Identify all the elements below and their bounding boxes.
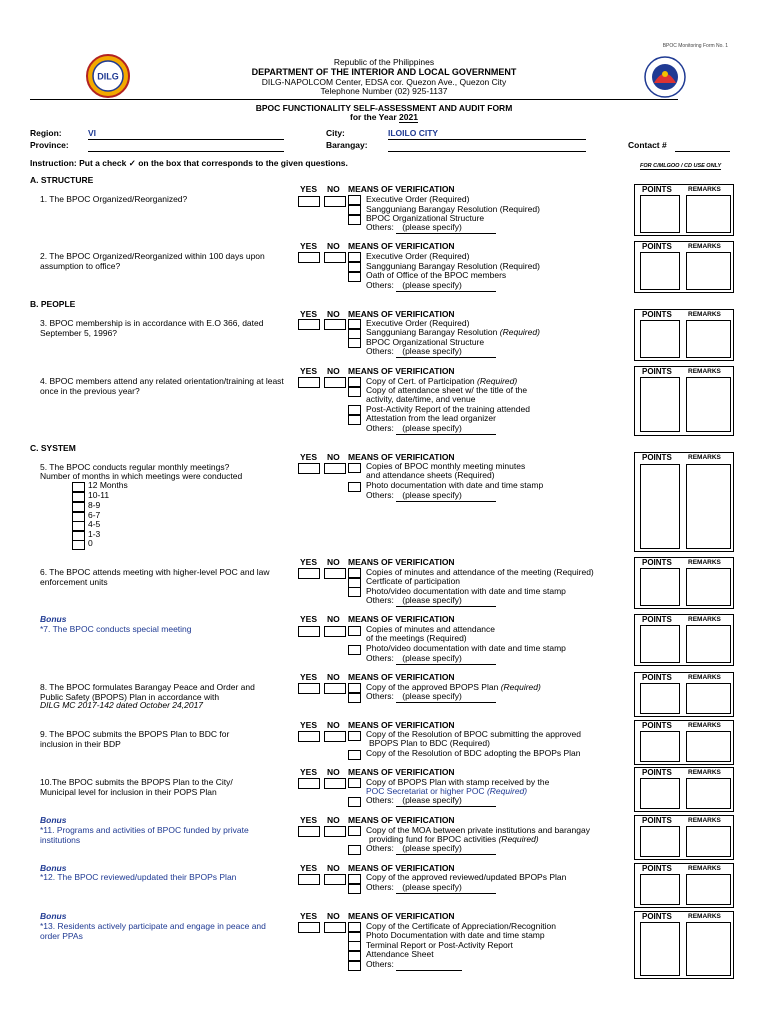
year-prefix: for the Year	[350, 112, 397, 122]
points-label: POINTS	[642, 453, 672, 462]
mov-header: MEANS OF VERIFICATION	[348, 614, 455, 624]
question-9: 9. The BPOC submits the BPOPS Plan to BDC for inclusion in their BDP	[40, 729, 230, 749]
province-field[interactable]	[88, 141, 284, 152]
yes-header: YES	[300, 309, 318, 319]
mov-item: Oath of Office of the BPOC members	[366, 270, 507, 280]
points-input[interactable]	[640, 377, 680, 432]
points-label: POINTS	[642, 673, 672, 682]
mov-checkbox[interactable]	[348, 874, 361, 884]
no-header: NO	[327, 911, 340, 921]
mov-item: Sangguniang Barangay Resolution	[366, 327, 498, 337]
mov-item: Sangguniang Barangay Resolution (Required)	[366, 261, 540, 271]
points-label: POINTS	[642, 367, 672, 376]
no-header: NO	[327, 309, 340, 319]
question-8-reference: DILG MC 2017-142 dated October 24,2017	[40, 700, 204, 710]
others-line	[366, 883, 496, 894]
yes-checkbox[interactable]	[298, 626, 320, 637]
others-specify-field[interactable]: (please specify)	[396, 883, 496, 894]
points-input[interactable]	[640, 320, 680, 358]
no-checkbox[interactable]	[324, 826, 346, 837]
region-field[interactable]: VI	[88, 129, 284, 140]
mov-item: Copy of the Resolution of BDC adopting the BPOPs Plan	[366, 748, 581, 758]
points-label: POINTS	[642, 816, 672, 825]
mov-checkbox[interactable]	[348, 683, 361, 693]
mov-checkbox[interactable]	[348, 568, 361, 578]
mov-checkbox[interactable]	[348, 482, 361, 492]
no-header: NO	[327, 672, 340, 682]
mov-item: Photo documentation with date and time stamp	[366, 480, 544, 490]
points-input[interactable]	[640, 778, 680, 809]
remarks-label: REMARKS	[688, 454, 721, 461]
no-header: NO	[327, 452, 340, 462]
instruction: Instruction: Put a check ✓ on the box that corresponds to the given questions.	[30, 158, 348, 168]
others-line	[366, 654, 496, 665]
question-3: 3. BPOC membership is in accordance with E.O 366, dated September 5, 1996?	[40, 318, 264, 338]
others-specify-field[interactable]: (please specify)	[396, 596, 496, 607]
mov-item: Executive Order (Required)	[366, 318, 470, 328]
others-line	[366, 491, 496, 502]
mov-checkbox[interactable]	[348, 626, 361, 636]
question-5: 5. The BPOC conducts regular monthly meetings?	[40, 462, 230, 472]
mov-item: Copy of the approved BPOPS Plan	[366, 682, 499, 692]
remarks-label: REMARKS	[688, 913, 721, 920]
remarks-label: REMARKS	[688, 865, 721, 872]
no-checkbox[interactable]	[324, 377, 346, 388]
yes-header: YES	[300, 672, 318, 682]
no-checkbox[interactable]	[324, 196, 346, 207]
others-line	[366, 692, 496, 703]
others-specify-field[interactable]: (please specify)	[396, 347, 496, 358]
yes-checkbox[interactable]	[298, 731, 320, 742]
mov-checkbox[interactable]	[348, 797, 361, 807]
no-checkbox[interactable]	[324, 626, 346, 637]
bonus-label: Bonus	[40, 911, 67, 921]
points-label: POINTS	[642, 185, 672, 194]
others-label: Others:	[366, 795, 394, 805]
months-option: 12 Months	[88, 480, 128, 490]
remarks-label: REMARKS	[688, 616, 721, 623]
others-specify-field[interactable]	[396, 960, 462, 971]
mov-item: POC Secretariat or higher POC	[366, 786, 485, 796]
department-name: DEPARTMENT OF THE INTERIOR AND LOCAL GOVERNMENT	[251, 67, 517, 77]
remarks-label: REMARKS	[688, 722, 721, 729]
mov-header: MEANS OF VERIFICATION	[348, 184, 455, 194]
mov-checkbox[interactable]	[348, 922, 361, 932]
yes-checkbox[interactable]	[298, 463, 320, 474]
no-checkbox[interactable]	[324, 874, 346, 885]
no-header: NO	[327, 614, 340, 624]
mov-item: Copy of the MOA between private institutions and barangay	[366, 825, 590, 835]
others-label: Others:	[366, 490, 394, 500]
others-label: Others:	[366, 346, 394, 356]
yes-header: YES	[300, 815, 318, 825]
others-label: Others:	[366, 423, 394, 433]
others-line	[366, 223, 496, 234]
mov-item: of the meetings (Required)	[366, 633, 467, 643]
others-label: Others:	[366, 595, 394, 605]
points-input[interactable]	[640, 874, 680, 905]
city-field[interactable]: ILOILO CITY	[388, 129, 586, 140]
months-checkbox[interactable]	[72, 492, 85, 502]
region-label: Region:	[30, 128, 62, 138]
no-header: NO	[327, 557, 340, 567]
contact-field[interactable]	[675, 141, 730, 152]
others-specify-field[interactable]: (please specify)	[396, 281, 496, 292]
points-label: POINTS	[642, 310, 672, 319]
months-option: 6-7	[88, 510, 101, 520]
months-option: 1-3	[88, 529, 101, 539]
section-system: C. SYSTEM	[30, 443, 76, 453]
republic-line: Republic of the Philippines	[333, 57, 435, 67]
points-input[interactable]	[640, 464, 680, 549]
yes-checkbox[interactable]	[298, 874, 320, 885]
others-specify-field[interactable]: (please specify)	[396, 223, 496, 234]
remarks-input[interactable]	[686, 625, 731, 663]
mov-checkbox[interactable]	[348, 778, 361, 788]
mov-header: MEANS OF VERIFICATION	[348, 309, 455, 319]
mov-checkbox[interactable]	[348, 252, 361, 262]
others-label: Others:	[366, 882, 394, 892]
remarks-label: REMARKS	[688, 769, 721, 776]
bonus-label: Bonus	[40, 863, 67, 873]
remarks-label: REMARKS	[688, 674, 721, 681]
yes-checkbox[interactable]	[298, 826, 320, 837]
mov-header: MEANS OF VERIFICATION	[348, 863, 455, 873]
mov-item: Copies of BPOC monthly meeting minutes	[366, 461, 526, 471]
question-7: *7. The BPOC conducts special meeting	[40, 624, 192, 634]
remarks-input[interactable]	[686, 464, 731, 549]
form-year-line	[0, 113, 768, 123]
mov-checkbox[interactable]	[348, 405, 361, 415]
yes-header: YES	[300, 614, 318, 624]
mov-header: MEANS OF VERIFICATION	[348, 720, 455, 730]
yes-checkbox[interactable]	[298, 778, 320, 789]
form-number: BPOC Monitoring Form No. 1	[662, 43, 728, 49]
year-value: 2021	[399, 112, 418, 122]
remarks-input[interactable]	[686, 252, 731, 290]
no-checkbox[interactable]	[324, 463, 346, 474]
city-label: City:	[326, 128, 345, 138]
mov-checkbox[interactable]	[348, 693, 361, 703]
no-checkbox[interactable]	[324, 568, 346, 579]
mov-checkbox[interactable]	[348, 215, 361, 225]
bonus-label: Bonus	[40, 815, 67, 825]
mov-header: MEANS OF VERIFICATION	[348, 767, 455, 777]
others-line	[366, 844, 496, 855]
mov-checkbox[interactable]	[348, 262, 361, 272]
mov-item: BPOC Organizational Structure	[366, 337, 485, 347]
others-label: Others:	[366, 222, 394, 232]
yes-checkbox[interactable]	[298, 922, 320, 933]
yes-header: YES	[300, 241, 318, 251]
barangay-label: Barangay:	[326, 140, 368, 150]
remarks-input[interactable]	[686, 195, 731, 233]
section-people: B. PEOPLE	[30, 299, 76, 309]
others-label: Others:	[366, 959, 394, 969]
others-line	[366, 281, 496, 292]
mov-header: MEANS OF VERIFICATION	[348, 366, 455, 376]
others-label: Others:	[366, 843, 394, 853]
mov-header: MEANS OF VERIFICATION	[348, 452, 455, 462]
others-label: Others:	[366, 653, 394, 663]
mov-checkbox[interactable]	[348, 387, 361, 397]
mov-checkbox[interactable]	[348, 951, 361, 961]
yes-checkbox[interactable]	[298, 568, 320, 579]
question-5-sub: Number of months in which meetings were conducted	[40, 471, 243, 481]
points-label: POINTS	[642, 912, 672, 921]
mov-item: Attendance Sheet	[366, 949, 434, 959]
question-8: 8. The BPOC formulates Barangay Peace and Order and Public Safety (BPOPS) Plan in accordance with	[40, 682, 255, 702]
required-note: (Required)	[486, 786, 528, 796]
no-checkbox[interactable]	[324, 778, 346, 789]
form-title: BPOC FUNCTIONALITY SELF-ASSESSMENT AND AUDIT FORM	[255, 103, 513, 113]
mov-checkbox[interactable]	[348, 941, 361, 951]
barangay-field[interactable]	[388, 141, 586, 152]
months-option: 0	[88, 538, 93, 548]
yes-header: YES	[300, 366, 318, 376]
remarks-label: REMARKS	[688, 368, 721, 375]
remarks-input[interactable]	[686, 826, 731, 857]
required-note: (Required)	[498, 834, 539, 844]
months-option: 10-11	[88, 490, 110, 500]
points-input[interactable]	[640, 625, 680, 663]
section-structure: A. STRUCTURE	[30, 175, 94, 185]
mov-item: Photo/video documentation with date and time stamp	[366, 643, 566, 653]
others-specify-field[interactable]: (please specify)	[396, 844, 496, 855]
mov-item: Certficate of participation	[366, 576, 461, 586]
remarks-input[interactable]	[686, 922, 731, 976]
no-header: NO	[327, 366, 340, 376]
mov-item: Copy of the approved reviewed/updated BPOPs Plan	[366, 872, 567, 882]
months-option: 4-5	[88, 519, 101, 529]
yes-header: YES	[300, 184, 318, 194]
no-header: NO	[327, 184, 340, 194]
yes-checkbox[interactable]	[298, 683, 320, 694]
header-divider	[30, 99, 678, 100]
others-specify-field[interactable]: (please specify)	[396, 796, 496, 807]
others-specify-field[interactable]: (please specify)	[396, 654, 496, 665]
mov-checkbox[interactable]	[348, 205, 361, 215]
yes-header: YES	[300, 767, 318, 777]
months-checkbox[interactable]	[72, 482, 85, 492]
mov-header: MEANS OF VERIFICATION	[348, 911, 455, 921]
points-input[interactable]	[640, 568, 680, 606]
question-1: 1. The BPOC Organized/Reorganized?	[40, 194, 188, 204]
remarks-input[interactable]	[686, 731, 731, 762]
others-line	[366, 796, 496, 807]
no-header: NO	[327, 815, 340, 825]
no-checkbox[interactable]	[324, 922, 346, 933]
others-line	[366, 596, 496, 607]
points-label: POINTS	[642, 864, 672, 873]
yes-checkbox[interactable]	[298, 196, 320, 207]
required-note: (Required)	[477, 376, 518, 386]
remarks-label: REMARKS	[688, 186, 721, 193]
mov-item: Executive Order (Required)	[366, 194, 470, 204]
no-header: NO	[327, 720, 340, 730]
no-checkbox[interactable]	[324, 683, 346, 694]
yes-header: YES	[300, 863, 318, 873]
remarks-input[interactable]	[686, 568, 731, 606]
others-line	[366, 347, 496, 358]
remarks-input[interactable]	[686, 778, 731, 809]
no-header: NO	[327, 863, 340, 873]
remarks-label: REMARKS	[688, 311, 721, 318]
mov-item: Copy of attendance sheet w/ the title of the	[366, 385, 528, 395]
points-label: POINTS	[642, 768, 672, 777]
mov-checkbox[interactable]	[348, 319, 361, 329]
mov-item: and attendance sheets (Required)	[366, 470, 495, 480]
mov-item: Copies of minutes and attendance	[366, 624, 496, 634]
bonus-label: Bonus	[40, 614, 67, 624]
question-12: *12. The BPOC reviewed/updated their BPOPs Plan	[40, 872, 237, 882]
points-input[interactable]	[640, 252, 680, 290]
mov-header: MEANS OF VERIFICATION	[348, 241, 455, 251]
mov-checkbox[interactable]	[348, 272, 361, 282]
others-specify-field[interactable]: (please specify)	[396, 692, 496, 703]
required-note: (Required)	[499, 327, 540, 337]
department-telephone: Telephone Number (02) 925-1137	[320, 86, 448, 96]
province-label: Province:	[30, 140, 69, 150]
mov-item: Copies of minutes and attendance of the meeting (Required)	[366, 567, 594, 577]
mov-item: Photo/video documentation with date and time stamp	[366, 586, 566, 596]
points-input[interactable]	[640, 922, 680, 976]
question-10: 10.The BPOC submits the BPOPS Plan to the City/ Municipal level for inclusion in their POPS Plan	[40, 777, 233, 797]
question-13: *13. Residents actively participate and engage in peace and order PPAs	[40, 921, 266, 941]
mov-item: Copy of Cert. of Participation	[366, 376, 475, 386]
months-checkbox[interactable]	[72, 521, 85, 531]
mov-item: Executive Order (Required)	[366, 251, 470, 261]
points-label: POINTS	[642, 615, 672, 624]
no-checkbox[interactable]	[324, 731, 346, 742]
points-label: POINTS	[642, 242, 672, 251]
yes-header: YES	[300, 911, 318, 921]
months-checkbox[interactable]	[72, 502, 85, 512]
mov-item: providing fund for BPOC activities	[369, 834, 497, 844]
department-address: DILG-NAPOLCOM Center, EDSA cor. Quezon Ave., Quezon City	[261, 77, 507, 87]
mov-item: Attestation from the lead organizer	[366, 413, 496, 423]
mov-checkbox[interactable]	[348, 645, 361, 655]
points-input[interactable]	[640, 195, 680, 233]
mov-item: Copy of the Certificate of Appreciation/Recognition	[366, 921, 556, 931]
yes-header: YES	[300, 557, 318, 567]
mov-checkbox[interactable]	[348, 731, 361, 741]
mov-checkbox[interactable]	[348, 338, 361, 348]
mov-checkbox[interactable]	[348, 415, 361, 425]
mov-item: Copy of the Resolution of BPOC submitting the approved	[366, 729, 581, 739]
no-checkbox[interactable]	[324, 319, 346, 330]
dilg-use-note: FOR C/MLGOO / CD USE ONLY	[640, 163, 722, 169]
months-option: 8-9	[88, 500, 101, 510]
dilg-logo-text: DILG	[97, 71, 119, 82]
mov-item: Post-Activity Report of the training attended	[366, 404, 530, 414]
yes-header: YES	[300, 452, 318, 462]
mov-checkbox[interactable]	[348, 884, 361, 894]
mov-item: Sangguniang Barangay Resolution (Required)	[366, 204, 540, 214]
yes-header: YES	[300, 720, 318, 730]
points-input[interactable]	[640, 826, 680, 857]
others-specify-field[interactable]: (please specify)	[396, 491, 496, 502]
mov-item: Terminal Report or Post-Activity Report	[366, 940, 513, 950]
mov-checkbox[interactable]	[348, 377, 361, 387]
no-header: NO	[327, 767, 340, 777]
mov-checkbox[interactable]	[348, 750, 361, 760]
remarks-input[interactable]	[686, 683, 731, 714]
others-specify-field[interactable]: (please specify)	[396, 424, 496, 435]
mov-header: MEANS OF VERIFICATION	[348, 557, 455, 567]
no-checkbox[interactable]	[324, 252, 346, 263]
required-note: (Required)	[500, 682, 541, 692]
mov-checkbox[interactable]	[348, 587, 361, 597]
months-checkbox[interactable]	[72, 540, 85, 550]
mov-header: MEANS OF VERIFICATION	[348, 672, 455, 682]
remarks-label: REMARKS	[688, 817, 721, 824]
points-label: POINTS	[642, 558, 672, 567]
question-4: 4. BPOC members attend any related orientation/training at least once in the previous year?	[40, 376, 284, 396]
mov-item: Photo Documentation with date and time stamp	[366, 930, 545, 940]
question-11: *11. Programs and activities of BPOC funded by private institutions	[40, 825, 249, 845]
others-label: Others:	[366, 691, 394, 701]
mov-item: Copy of BPOPS Plan with stamp received by the	[366, 777, 550, 787]
mov-checkbox[interactable]	[348, 961, 361, 971]
remarks-label: REMARKS	[688, 243, 721, 250]
remarks-input[interactable]	[686, 377, 731, 432]
contact-label: Contact #	[628, 140, 667, 150]
remarks-input[interactable]	[686, 874, 731, 905]
mov-item: BPOC Organizational Structure	[366, 213, 485, 223]
points-input[interactable]	[640, 731, 680, 762]
remarks-label: REMARKS	[688, 559, 721, 566]
others-line	[366, 960, 462, 971]
mov-checkbox[interactable]	[348, 463, 361, 473]
no-header: NO	[327, 241, 340, 251]
question-6: 6. The BPOC attends meeting with higher-level POC and law enforcement units	[40, 567, 270, 587]
others-label: Others:	[366, 280, 394, 290]
mov-checkbox[interactable]	[348, 845, 361, 855]
mov-checkbox[interactable]	[348, 195, 361, 205]
mov-item: BPOPS Plan to BDC (Required)	[369, 738, 490, 748]
yes-checkbox[interactable]	[298, 319, 320, 330]
mov-item: activity, date/time, and venue	[366, 394, 476, 404]
question-2: 2. The BPOC Organized/Reorganized within 100 days upon assumption to office?	[40, 251, 265, 271]
mov-checkbox[interactable]	[348, 826, 361, 836]
others-line	[366, 424, 496, 435]
yes-checkbox[interactable]	[298, 377, 320, 388]
yes-checkbox[interactable]	[298, 252, 320, 263]
mov-header: MEANS OF VERIFICATION	[348, 815, 455, 825]
points-label: POINTS	[642, 721, 672, 730]
remarks-input[interactable]	[686, 320, 731, 358]
points-input[interactable]	[640, 683, 680, 714]
